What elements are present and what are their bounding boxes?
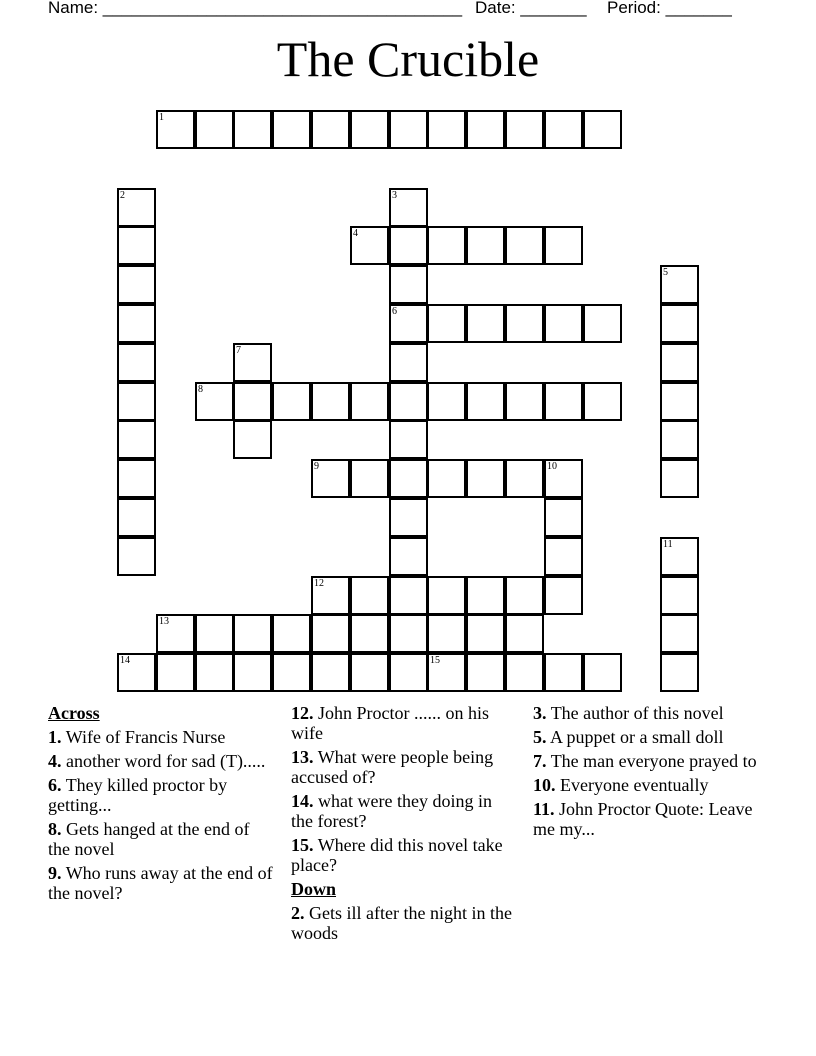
grid-cell[interactable] [660,343,699,382]
cell-number: 1 [159,112,164,123]
grid-cell[interactable] [195,614,234,653]
clue-down-11 [533,799,758,839]
clue-text: John Proctor ...... on his wife [291,703,489,743]
grid-cell[interactable] [117,188,156,227]
grid-cell[interactable] [660,420,699,459]
clue-text: another word for sad (T)..... [66,751,266,771]
grid-cell[interactable] [272,382,311,421]
grid-cell[interactable] [117,382,156,421]
grid-cell[interactable] [660,614,699,653]
grid-cell[interactable] [427,459,466,498]
clue-number: 15. [291,835,314,855]
clue-number: 1. [48,727,62,747]
clue-number: 13. [291,747,314,767]
grid-cell[interactable] [233,343,272,382]
grid-cell[interactable] [233,614,272,653]
clue-number: 12. [291,703,314,723]
clue-number: 5. [533,727,547,747]
grid-cell[interactable] [660,576,699,615]
clue-text: Gets ill after the night in the woods [291,903,512,943]
clue-down-10 [533,775,758,795]
clue-down-5 [533,727,758,747]
grid-cell[interactable] [544,653,583,692]
grid-cell[interactable] [505,576,544,615]
cell-number: 11 [663,539,673,550]
grid-cell[interactable] [311,614,350,653]
grid-cell[interactable] [505,110,544,149]
grid-cell[interactable] [466,110,505,149]
grid-cell[interactable] [350,653,389,692]
cell-number: 8 [198,384,203,395]
cell-number: 15 [430,655,440,666]
grid-cell[interactable] [156,614,195,653]
grid-cell[interactable] [466,382,505,421]
clue-down-2 [291,903,516,943]
clue-down-7 [533,751,758,771]
grid-cell[interactable] [466,614,505,653]
grid-cell[interactable] [389,614,428,653]
grid-cell[interactable] [272,653,311,692]
grid-cell[interactable] [233,110,272,149]
clue-text: Where did this novel take place? [291,835,503,875]
grid-cell[interactable] [311,459,350,498]
down-heading: Down [291,879,337,899]
grid-cell[interactable] [466,459,505,498]
clue-number: 11. [533,799,555,819]
grid-cell[interactable] [505,459,544,498]
grid-cell[interactable] [350,614,389,653]
clue-number: 14. [291,791,314,811]
date-field[interactable]: Date: _______ [475,0,587,17]
clue-text: Wife of Francis Nurse [65,727,226,747]
clue-number: 7. [533,751,547,771]
grid-cell[interactable] [117,498,156,537]
grid-cell[interactable] [583,653,622,692]
grid-cell[interactable] [156,110,195,149]
grid-cell[interactable] [117,226,156,265]
grid-cell[interactable] [389,226,428,265]
grid-cell[interactable] [427,614,466,653]
clue-text: Who runs away at the end of the novel? [48,863,273,903]
clue-text: They killed proctor by getting... [48,775,228,815]
grid-cell[interactable] [427,110,466,149]
clue-across-13 [291,747,516,787]
grid-cell[interactable] [233,420,272,459]
grid-cell[interactable] [427,576,466,615]
grid-cell[interactable] [544,382,583,421]
grid-cell[interactable] [583,304,622,343]
grid-cell[interactable] [660,537,699,576]
grid-cell[interactable] [544,576,583,615]
cell-number: 5 [663,267,668,278]
grid-cell[interactable] [350,459,389,498]
clue-number: 8. [48,819,62,839]
clue-text: The man everyone prayed to [550,751,757,771]
cell-number: 13 [159,616,169,627]
clues-column-1 [48,703,273,907]
grid-cell[interactable] [117,304,156,343]
page-title: The Crucible [276,31,540,87]
grid-cell[interactable] [427,382,466,421]
grid-cell[interactable] [117,343,156,382]
grid-cell[interactable] [583,382,622,421]
grid-cell[interactable] [544,459,583,498]
cell-number: 10 [547,461,557,472]
clue-across-4 [48,751,273,771]
grid-cell[interactable] [117,653,156,692]
grid-cell[interactable] [544,110,583,149]
grid-cell[interactable] [505,304,544,343]
cell-number: 4 [353,228,358,239]
clue-number: 3. [533,703,547,723]
period-field[interactable]: Period: _______ [607,0,732,17]
grid-cell[interactable] [389,110,428,149]
clue-number: 6. [48,775,62,795]
grid-cell[interactable] [195,110,234,149]
grid-cell[interactable] [311,653,350,692]
cell-number: 9 [314,461,319,472]
grid-cell[interactable] [311,576,350,615]
clue-across-1 [48,727,273,747]
clue-across-12 [291,703,516,743]
grid-cell[interactable] [117,265,156,304]
cell-number: 3 [392,190,397,201]
grid-cell[interactable] [544,304,583,343]
grid-cell[interactable] [233,653,272,692]
grid-cell[interactable] [389,537,428,576]
grid-cell[interactable] [389,382,428,421]
grid-cell[interactable] [660,459,699,498]
grid-cell[interactable] [272,110,311,149]
clues-column-3 [533,703,758,843]
clue-text: The author of this novel [550,703,724,723]
clue-number: 9. [48,863,62,883]
grid-cell[interactable] [272,614,311,653]
grid-cell[interactable] [505,382,544,421]
grid-cell[interactable] [544,226,583,265]
grid-cell[interactable] [660,653,699,692]
grid-cell[interactable] [311,382,350,421]
grid-cell[interactable] [389,498,428,537]
grid-cell[interactable] [117,420,156,459]
grid-cell[interactable] [427,226,466,265]
cell-number: 12 [314,578,324,589]
clue-text: Everyone eventually [560,775,709,795]
across-heading: Across [48,703,100,723]
clue-across-8 [48,819,273,859]
grid-cell[interactable] [544,498,583,537]
grid-cell[interactable] [505,226,544,265]
clue-number: 2. [291,903,305,923]
grid-cell[interactable] [195,653,234,692]
clue-number: 4. [48,751,62,771]
grid-cell[interactable] [466,653,505,692]
cell-number: 14 [120,655,130,666]
grid-cell[interactable] [350,382,389,421]
grid-cell[interactable] [389,420,428,459]
grid-cell[interactable] [389,653,428,692]
grid-cell[interactable] [660,304,699,343]
grid-cell[interactable] [427,304,466,343]
grid-cell[interactable] [350,226,389,265]
grid-cell[interactable] [195,382,234,421]
clue-across-14 [291,791,516,831]
grid-cell[interactable] [350,576,389,615]
grid-cell[interactable] [117,537,156,576]
clue-number: 10. [533,775,556,795]
grid-cell[interactable] [427,653,466,692]
clue-text: John Proctor Quote: Leave me my... [533,799,753,839]
cell-number: 6 [392,306,397,317]
grid-cell[interactable] [389,304,428,343]
clue-down-3 [533,703,758,723]
grid-cell[interactable] [389,265,428,304]
name-field[interactable]: Name: ______________________________________ [48,0,463,17]
clue-text: What were people being accused of? [291,747,494,787]
clue-text: A puppet or a small doll [550,727,724,747]
cell-number: 7 [236,345,241,356]
grid-cell[interactable] [311,110,350,149]
clue-across-15 [291,835,516,875]
clue-across-6 [48,775,273,815]
clues-column-2 [291,703,516,947]
grid-cell[interactable] [389,459,428,498]
cell-number: 2 [120,190,125,201]
grid-cell[interactable] [505,614,544,653]
grid-cell[interactable] [389,188,428,227]
grid-cell[interactable] [466,304,505,343]
grid-cell[interactable] [583,110,622,149]
grid-cell[interactable] [389,576,428,615]
grid-cell[interactable] [466,226,505,265]
grid-cell[interactable] [544,537,583,576]
grid-cell[interactable] [156,653,195,692]
clue-text: Gets hanged at the end of the novel [48,819,250,859]
grid-cell[interactable] [233,382,272,421]
clue-across-9 [48,863,273,903]
grid-cell[interactable] [350,110,389,149]
grid-cell[interactable] [117,459,156,498]
grid-cell[interactable] [505,653,544,692]
grid-cell[interactable] [660,265,699,304]
clue-text: what were they doing in the forest? [291,791,492,831]
grid-cell[interactable] [660,382,699,421]
grid-cell[interactable] [466,576,505,615]
grid-cell[interactable] [389,343,428,382]
